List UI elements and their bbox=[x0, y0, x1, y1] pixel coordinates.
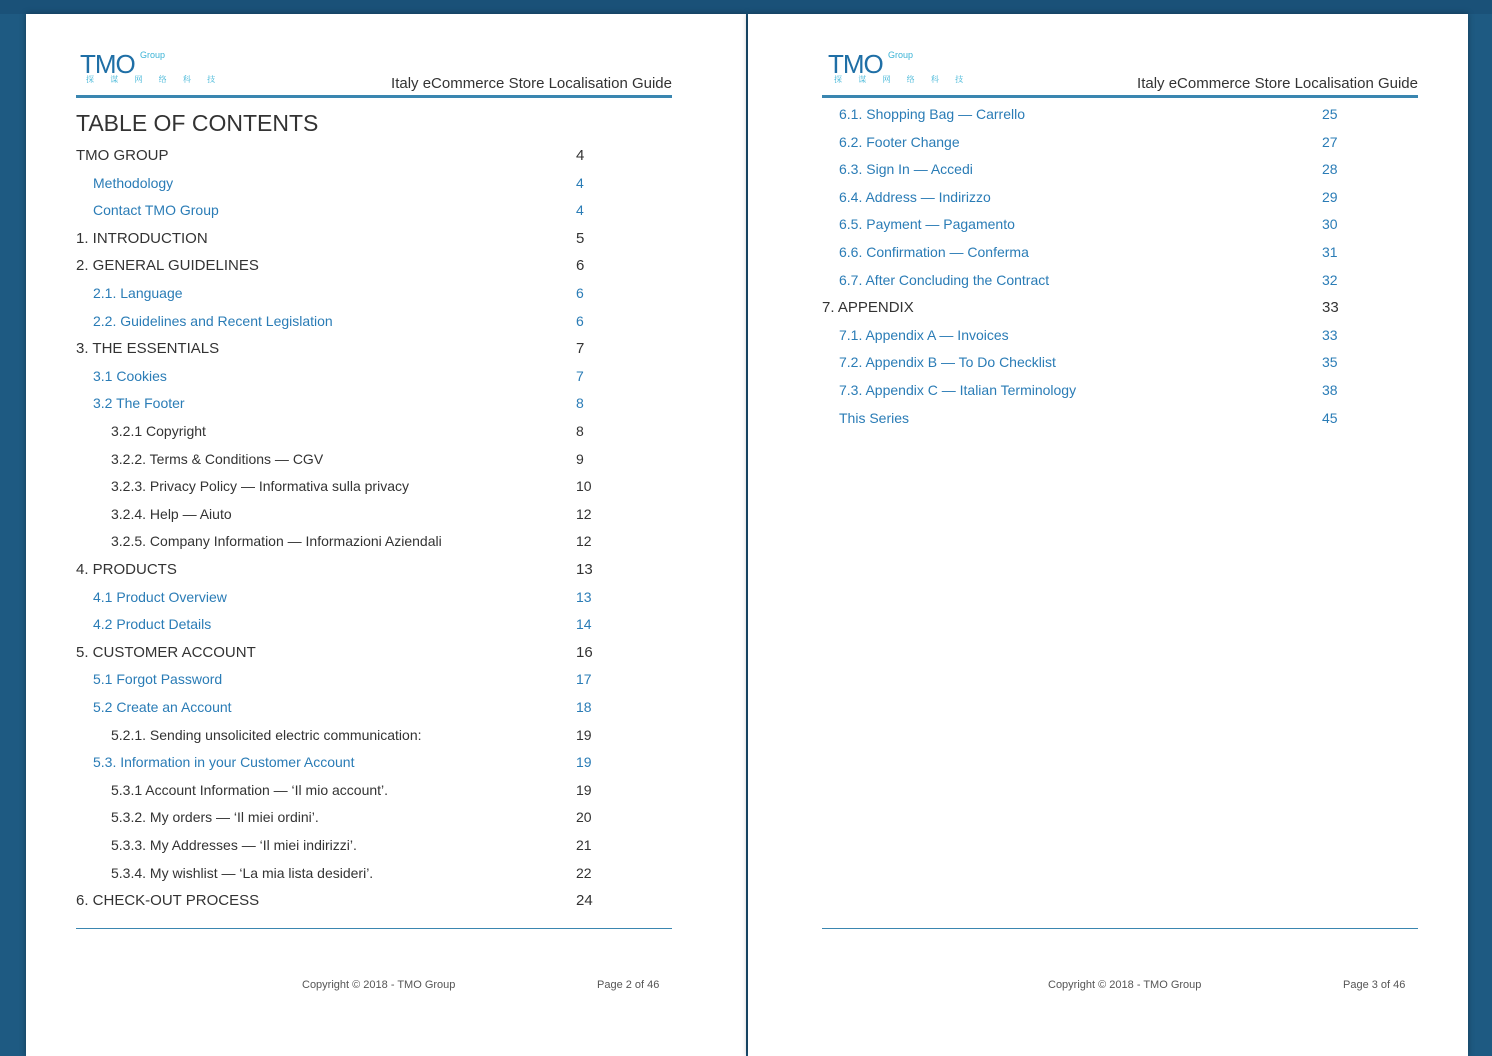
toc-entry-title: Contact TMO Group bbox=[93, 202, 219, 219]
toc-entry-title: 6.3. Sign In — Accedi bbox=[839, 161, 973, 178]
toc-entry-page: 13 bbox=[576, 561, 593, 578]
toc-entry-title: 4.2 Product Details bbox=[93, 616, 212, 633]
toc-entry-page: 25 bbox=[1322, 106, 1338, 122]
toc-heading: TABLE OF CONTENTS bbox=[76, 110, 319, 136]
toc-entry-page: 19 bbox=[576, 781, 592, 798]
toc-entry-page: 19 bbox=[576, 726, 592, 743]
document-title: Italy eCommerce Store Localisation Guide bbox=[391, 75, 672, 92]
toc-entry-page: 10 bbox=[576, 478, 592, 495]
toc-entry-title: 3.1 Cookies bbox=[93, 367, 167, 384]
toc-entry-page: 6 bbox=[576, 285, 584, 301]
viewer-top-bar bbox=[0, 0, 1492, 14]
toc-entry-title: 7. APPENDIX bbox=[822, 299, 914, 317]
toc-entry-title: 5. CUSTOMER ACCOUNT bbox=[76, 643, 256, 661]
toc-entry-page: 29 bbox=[1322, 188, 1338, 205]
toc-entry-title: 7.2. Appendix B — To Do Checklist bbox=[839, 354, 1056, 371]
toc-entry-title: 2.1. Language bbox=[93, 285, 183, 301]
toc-entry-title: 6. CHECK-OUT PROCESS bbox=[76, 892, 260, 910]
toc-entry-title: 2. GENERAL GUIDELINES bbox=[76, 257, 259, 275]
toc-entry-title: 5.3.1 Account Information — ‘Il mio account’. bbox=[111, 781, 389, 798]
toc-entry-page: 31 bbox=[1322, 244, 1338, 260]
toc-entry-title: 5.2 Create an Account bbox=[93, 699, 232, 715]
toc-entry-page: 12 bbox=[576, 505, 592, 522]
logo-chinese-text: 探 谋 网 络 科 技 bbox=[86, 75, 223, 84]
toc-entry-title: 5.1 Forgot Password bbox=[93, 671, 223, 688]
toc-entry-title: 5.3.2. My orders — ‘Il miei ordini’. bbox=[111, 809, 319, 826]
toc-entry-page: 33 bbox=[1322, 326, 1338, 343]
footer-copyright: Copyright © 2018 - TMO Group bbox=[302, 979, 456, 991]
toc-entry-title: 5.3.4. My wishlist — ‘La mia lista desideri’. bbox=[111, 864, 374, 881]
toc-entry-page: 22 bbox=[576, 864, 592, 881]
toc-entry-title: 7.3. Appendix C — Italian Terminology bbox=[839, 382, 1077, 398]
toc-entry-title: 3.2.4. Help — Aiuto bbox=[111, 505, 232, 522]
toc-entry-title: 4. PRODUCTS bbox=[76, 561, 177, 578]
toc-entry-page: 6 bbox=[576, 257, 585, 275]
toc-entry-title: Methodology bbox=[93, 174, 174, 191]
toc-entry-page: 27 bbox=[1322, 133, 1338, 150]
toc-entry-page: 38 bbox=[1322, 382, 1338, 398]
footer-page-number: Page 3 of 46 bbox=[1343, 979, 1406, 991]
toc-entry-page: 18 bbox=[576, 699, 592, 715]
toc-entry-title: 3.2.5. Company Information — Informazioni Aziendali bbox=[111, 533, 442, 550]
footer-page-number: Page 2 of 46 bbox=[597, 979, 660, 991]
header-rule bbox=[76, 95, 672, 98]
toc-entry-title: 5.2.1. Sending unsolicited electric communication: bbox=[111, 726, 422, 743]
toc-entry-page: 45 bbox=[1322, 409, 1338, 426]
toc-entry-title: This Series bbox=[839, 409, 910, 426]
toc-entry-page: 35 bbox=[1322, 354, 1338, 371]
header-rule bbox=[822, 95, 1418, 98]
logo-mark: TMO bbox=[828, 49, 883, 79]
toc-entry-title: 4.1 Product Overview bbox=[93, 588, 227, 605]
toc-entry-page: 30 bbox=[1322, 216, 1338, 233]
toc-entry-page: 8 bbox=[576, 423, 584, 439]
footer-rule bbox=[822, 928, 1418, 929]
toc-entry-page: 17 bbox=[576, 671, 592, 688]
toc-entry-title: 6.5. Payment — Pagamento bbox=[839, 216, 1015, 233]
toc-entry-title: 3.2.1 Copyright bbox=[111, 423, 206, 439]
logo-group-text: Group bbox=[140, 50, 166, 60]
document-title: Italy eCommerce Store Localisation Guide bbox=[1137, 75, 1418, 92]
logo-mark: TMO bbox=[80, 49, 135, 79]
toc-entry-title: 2.2. Guidelines and Recent Legislation bbox=[93, 312, 333, 329]
toc-entry-page: 7 bbox=[576, 367, 584, 384]
toc-entry-page: 6 bbox=[576, 312, 584, 329]
logo-group-text: Group bbox=[888, 50, 914, 60]
toc-entry-title: 5.3. Information in your Customer Account bbox=[93, 754, 355, 771]
footer-rule bbox=[76, 928, 672, 929]
logo-chinese-text: 探 谋 网 络 科 技 bbox=[834, 75, 971, 84]
toc-entry-title: 3.2.2. Terms & Conditions — CGV bbox=[111, 450, 324, 467]
toc-entry-page: 13 bbox=[576, 588, 592, 605]
toc-entry-title: 6.1. Shopping Bag — Carrello bbox=[839, 106, 1025, 122]
toc-entry-page: 12 bbox=[576, 533, 592, 550]
toc-entry-page: 19 bbox=[576, 754, 592, 771]
toc-entry-page: 24 bbox=[576, 892, 593, 910]
toc-entry-page: 9 bbox=[576, 450, 584, 467]
toc-entry-page: 33 bbox=[1322, 299, 1339, 317]
toc-entry-page: 4 bbox=[576, 202, 584, 219]
toc-entry-title: 3. THE ESSENTIALS bbox=[76, 340, 220, 358]
toc-entry-title: 6.7. After Concluding the Contract bbox=[839, 271, 1050, 288]
toc-entry-page: 16 bbox=[576, 643, 593, 661]
toc-entry-title: TMO GROUP bbox=[76, 147, 169, 164]
toc-entry-title: 3.2 The Footer bbox=[93, 395, 185, 412]
toc-entry-title: 5.3.3. My Addresses — ‘Il miei indirizzi’. bbox=[111, 837, 357, 853]
toc-entry-page: 21 bbox=[576, 837, 592, 853]
toc-entry-title: 1. INTRODUCTION bbox=[76, 229, 208, 247]
toc-entry-page: 32 bbox=[1322, 271, 1338, 288]
toc-entry-page: 4 bbox=[576, 147, 585, 164]
toc-entry-page: 14 bbox=[576, 616, 592, 633]
toc-entry-title: 6.4. Address — Indirizzo bbox=[839, 188, 991, 205]
page-2 bbox=[26, 14, 746, 1056]
toc-entry-page: 5 bbox=[576, 229, 585, 247]
toc-entry-page: 7 bbox=[576, 340, 585, 358]
toc-entry-page: 8 bbox=[576, 395, 584, 412]
toc-entry-page: 20 bbox=[576, 809, 592, 826]
page-3 bbox=[748, 14, 1468, 1056]
toc-entry-page: 4 bbox=[576, 174, 584, 191]
toc-entry-page: 28 bbox=[1322, 161, 1338, 178]
footer-copyright: Copyright © 2018 - TMO Group bbox=[1048, 979, 1202, 991]
toc-entry-title: 3.2.3. Privacy Policy — Informativa sulla privacy bbox=[111, 478, 409, 495]
toc-entry-title: 6.6. Confirmation — Conferma bbox=[839, 244, 1029, 260]
toc-entry-title: 7.1. Appendix A — Invoices bbox=[839, 326, 1009, 343]
toc-entry-title: 6.2. Footer Change bbox=[839, 133, 960, 150]
